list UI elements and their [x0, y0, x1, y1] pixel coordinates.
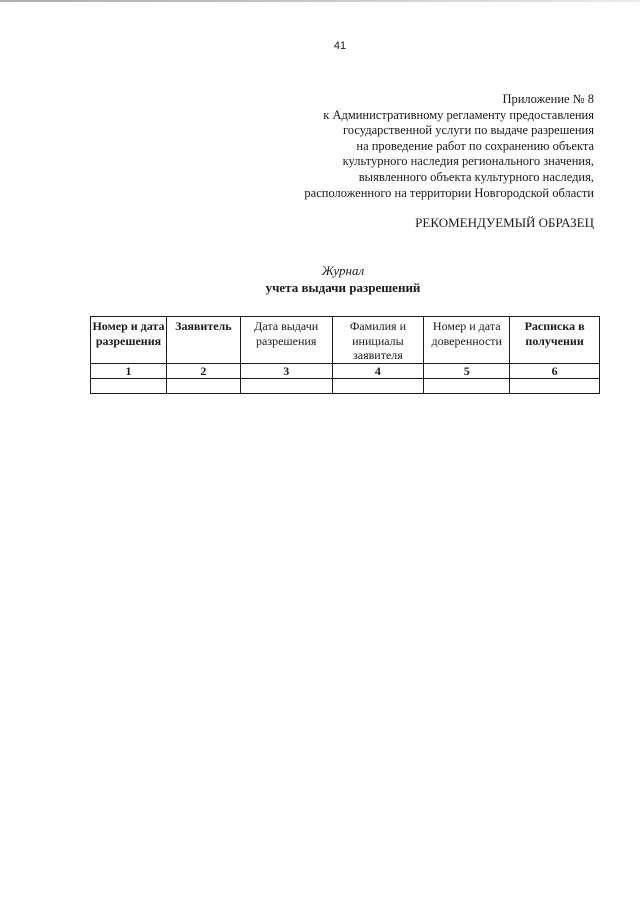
- column-header-label: Дата выдачи разрешения: [254, 319, 319, 348]
- empty-cell: [424, 379, 510, 394]
- table-header-row: [91, 317, 600, 364]
- appendix-line: на проведение работ по сохранению объекта: [356, 138, 594, 153]
- appendix-line: культурного наследия регионального значения,: [342, 154, 594, 169]
- column-header: [240, 317, 332, 364]
- journal-title: Журнал: [321, 263, 365, 278]
- appendix-line: Приложение № 8: [502, 92, 594, 106]
- column-number: 4: [332, 364, 424, 379]
- column-number: 3: [240, 364, 332, 379]
- column-header: Расписка в получении: [510, 317, 600, 364]
- scan-top-edge: [0, 0, 640, 2]
- empty-cell: [166, 379, 240, 394]
- column-header: [424, 317, 510, 364]
- column-header-label: Фамилия и инициалы заявителя: [349, 319, 407, 362]
- column-number: 6: [510, 364, 600, 379]
- empty-cell: [240, 379, 332, 394]
- table-row: [91, 379, 600, 394]
- empty-cell: [91, 379, 167, 394]
- column-number: 2: [166, 364, 240, 379]
- column-number: 5: [424, 364, 510, 379]
- column-number: 1: [91, 364, 167, 379]
- recommended-sample-label: РЕКОМЕНДУЕМЫЙ ОБРАЗЕЦ: [415, 215, 594, 230]
- column-header-label: Номер и дата доверенности: [431, 319, 502, 348]
- empty-cell: [510, 379, 600, 394]
- empty-cell: [332, 379, 424, 394]
- column-header: [332, 317, 424, 364]
- column-number-row: [91, 364, 600, 379]
- appendix-header: [254, 92, 594, 201]
- appendix-line: выявленного объекта культурного наследия,: [358, 169, 594, 184]
- column-header: Заявитель: [166, 317, 240, 364]
- page-number: 41: [333, 40, 347, 52]
- column-header: Номер и дата разрешения: [91, 317, 167, 364]
- journal-table: [90, 316, 600, 394]
- appendix-line: расположенного на территории Новгородской области: [304, 185, 594, 200]
- appendix-line: государственной услуги по выдаче разрешения: [342, 123, 594, 138]
- journal-subtitle: учета выдачи разрешений: [265, 280, 421, 295]
- journal-title-block: [0, 262, 640, 296]
- appendix-line: к Административному регламенту предоставления: [323, 107, 594, 122]
